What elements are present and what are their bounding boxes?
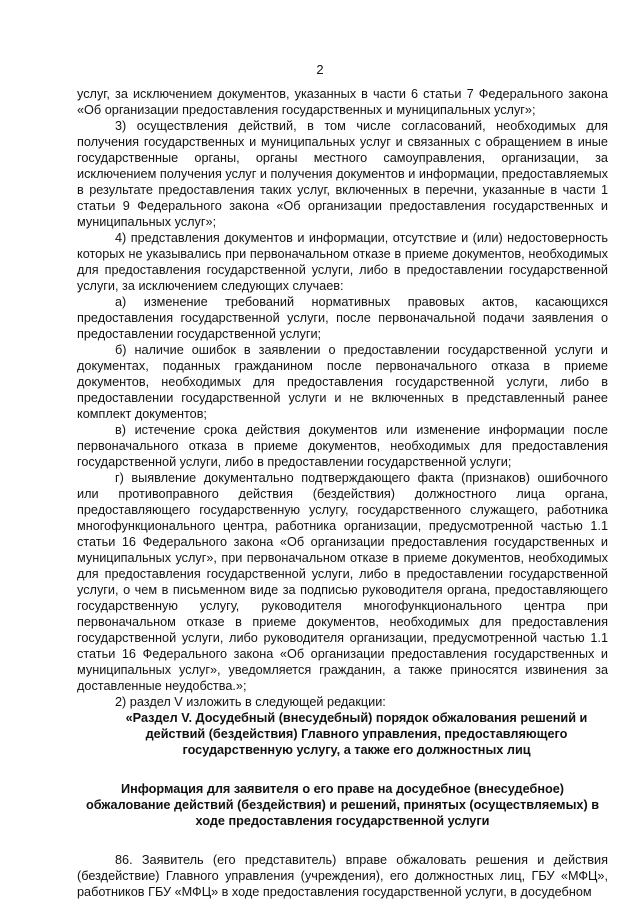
paragraph-subitem-g: г) выявление документально подтверждающего факта (признаков) ошибочного или противоправного действия (бездействия) должностного лица органа, предоставляющего государственную услугу, государственного служащего, работника многофункционального центра, работника организации, предусмотренной частью 1.1 статьи 16 Федерального закона «Об организации предоставления государственных и муниципальных услуг», при первоначальном отказе в приеме документов, необходимых для предоставления государственной услуги, либо в предоставлении государственной услуги, о чем в письменном виде за подписью руководителя органа, предоставляющего государственную услугу, руководителя многофункционального центра при первоначальном отказе в приеме документов, необходимых для предоставления государственной услуги, либо руководителя организации, предусмотренной частью 1.1 статьи 16 Федерального закона «Об организации предоставления государственных и муниципальных услуг», уведомляется гражданин, а также приносятся извинения за доставленные неудобства.»; — [77, 471, 608, 693]
document-body — [77, 86, 608, 900]
paragraph-subitem-v: в) истечение срока действия документов или изменение информации после первоначального отказа в приеме документов, необходимых для предоставления государственной услуги, либо в предоставлении государственной услуги; — [77, 423, 608, 469]
info-heading: Информация для заявителя о его праве на досудебное (внесудебное) обжалование действий (бездействия) и решений, принятых (осуществляемых) в ходе предоставления государственной услуги — [85, 782, 600, 828]
paragraph-subitem-a: а) изменение требований нормативных правовых актов, касающихся предоставления государственной услуги, после первоначальной подачи заявления о предоставлении государственной услуги; — [77, 295, 608, 341]
section-heading: «Раздел V. Досудебный (внесудебный) порядок обжалования решений и действий (бездействия) Главного управления, предоставляющего государственную услугу, а также его должностных лиц — [125, 711, 588, 757]
paragraph-continuation: услуг, за исключением документов, указанных в части 6 статьи 7 Федерального закона «Об организации предоставления государственных и муниципальных услуг»; — [77, 87, 608, 117]
paragraph-amendment-2: 2) раздел V изложить в следующей редакции: — [115, 695, 386, 709]
paragraph-subitem-b: б) наличие ошибок в заявлении о предоставлении государственной услуги и документах, поданных гражданином после первоначального отказа в приеме документов, необходимых для предоставления государственной услуги, либо в предоставлении государственной услуги и не включенных в представленный ранее комплект документов; — [77, 343, 608, 421]
paragraph-86: 86. Заявитель (его представитель) вправе обжаловать решения и действия (бездействие) Главного управления (учреждения), его должностных лиц, ГБУ «МФЦ», работников ГБУ «МФЦ» в ходе предоставления государственной услуги, в досудебном — [77, 853, 608, 899]
page-number: 2 — [316, 62, 324, 77]
paragraph-item-4: 4) представления документов и информации, отсутствие и (или) недостоверность которых не указывались при первоначальном отказе в приеме документов, необходимых для предоставления государственной услуги, либо в предоставлении государственной услуги, за исключением следующих случаев: — [77, 231, 608, 293]
paragraph-item-3: 3) осуществления действий, в том числе согласований, необходимых для получения государственных и муниципальных услуг и связанных с обращением в иные государственные органы, органы местного самоуправления, организации, за исключением получения услуг и получения документов и информации, предоставляемых в результате предоставления таких услуг, включенных в перечни, указанные в части 1 статьи 9 Федерального закона «Об организации предоставления государственных и муниципальных услуг»; — [77, 119, 608, 229]
